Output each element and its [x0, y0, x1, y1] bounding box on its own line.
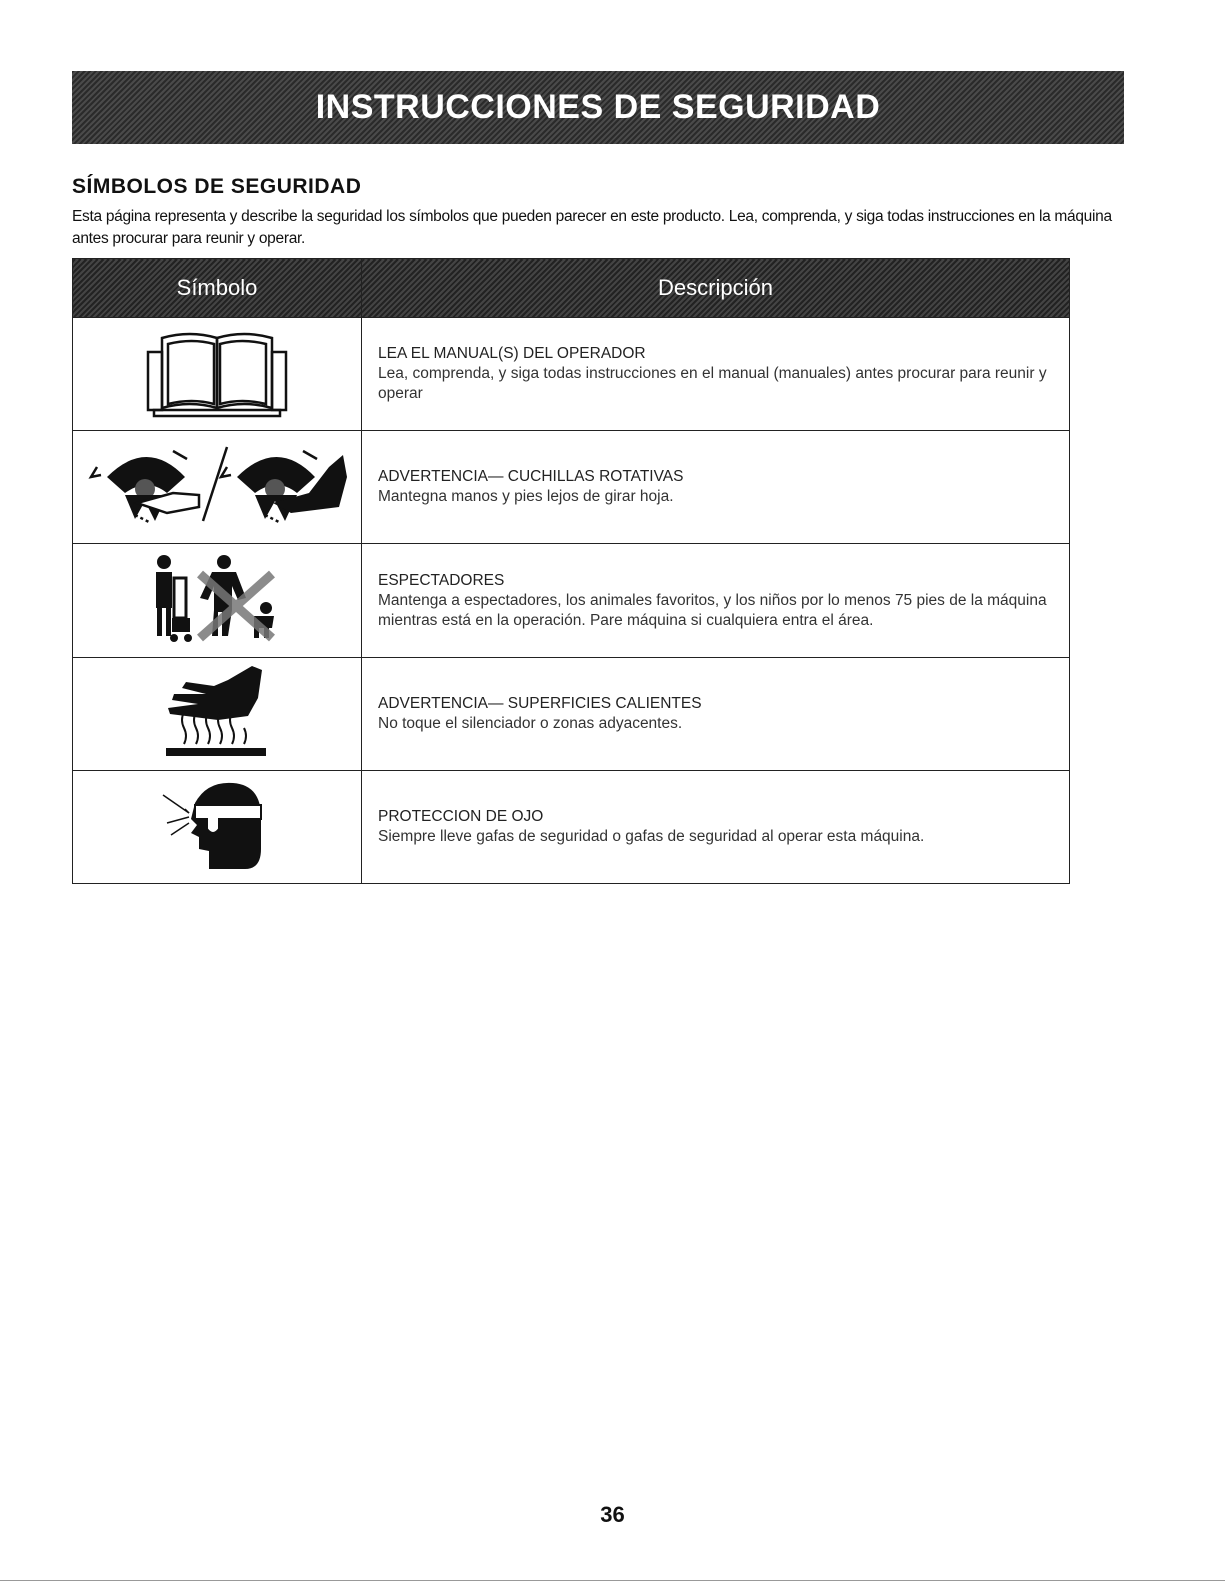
symbol-column-header: Símbolo	[73, 259, 362, 318]
description-text: No toque el silenciador o zonas adyacentes.	[378, 715, 683, 732]
table-row	[73, 658, 1070, 771]
description-cell	[362, 431, 1070, 544]
symbol-cell	[73, 431, 362, 544]
description-text: Siempre lleve gafas de seguridad o gafas de seguridad al operar esta máquina.	[378, 828, 925, 845]
footer-rule	[0, 1580, 1225, 1581]
description-title: ESPECTADORES	[378, 571, 505, 589]
description-cell	[362, 771, 1070, 884]
symbol-cell	[73, 658, 362, 771]
symbol-cell	[73, 318, 362, 431]
bystanders-icon	[142, 550, 292, 646]
description-title: LEA EL MANUAL(S) DEL OPERADOR	[378, 345, 646, 362]
page-banner	[72, 71, 1124, 144]
description-text: Mantenga a espectadores, los animales favoritos, y los niños por lo menos 75 pies de la máquina mientras está en la operación. Pare máquina si cualquiera entra el área.	[378, 591, 1047, 629]
symbol-cell	[73, 544, 362, 658]
description-cell	[362, 544, 1070, 658]
rotating-blades-icon	[77, 437, 357, 533]
table-row	[73, 771, 1070, 884]
description-text: Mantegna manos y pies lejos de girar hoja.	[378, 488, 674, 505]
table-header-row	[73, 259, 1070, 318]
description-title: PROTECCION DE OJO	[378, 808, 544, 825]
description-column-header: Descripción	[362, 259, 1070, 318]
operator-manual-icon	[142, 324, 292, 420]
section-intro: Esta página representa y describe la seguridad los símbolos que pueden parecer en este producto. Lea, comprenda, y siga todas instrucciones en la máquina antes procurar para reunir y operar.	[72, 208, 1112, 247]
hot-surface-icon	[162, 664, 272, 760]
page-number: 36	[600, 1502, 625, 1527]
page-title: INSTRUCCIONES DE SEGURIDAD	[315, 88, 881, 126]
description-cell	[362, 658, 1070, 771]
safety-symbols-table	[72, 258, 1070, 884]
symbol-cell	[73, 771, 362, 884]
description-title: ADVERTENCIA— CUCHILLAS ROTATIVAS	[378, 468, 684, 485]
table-row	[73, 544, 1070, 658]
section-title: SÍMBOLOS DE SEGURIDAD	[72, 175, 362, 198]
description-text: Lea, comprenda, y siga todas instrucciones en el manual (manuales) antes procurar para reunir y operar	[378, 365, 1047, 402]
table-row	[73, 318, 1070, 431]
description-cell	[362, 318, 1070, 431]
description-title: ADVERTENCIA— SUPERFICIES CALIENTES	[378, 695, 702, 712]
table-row	[73, 431, 1070, 544]
eye-protection-icon	[157, 777, 277, 873]
